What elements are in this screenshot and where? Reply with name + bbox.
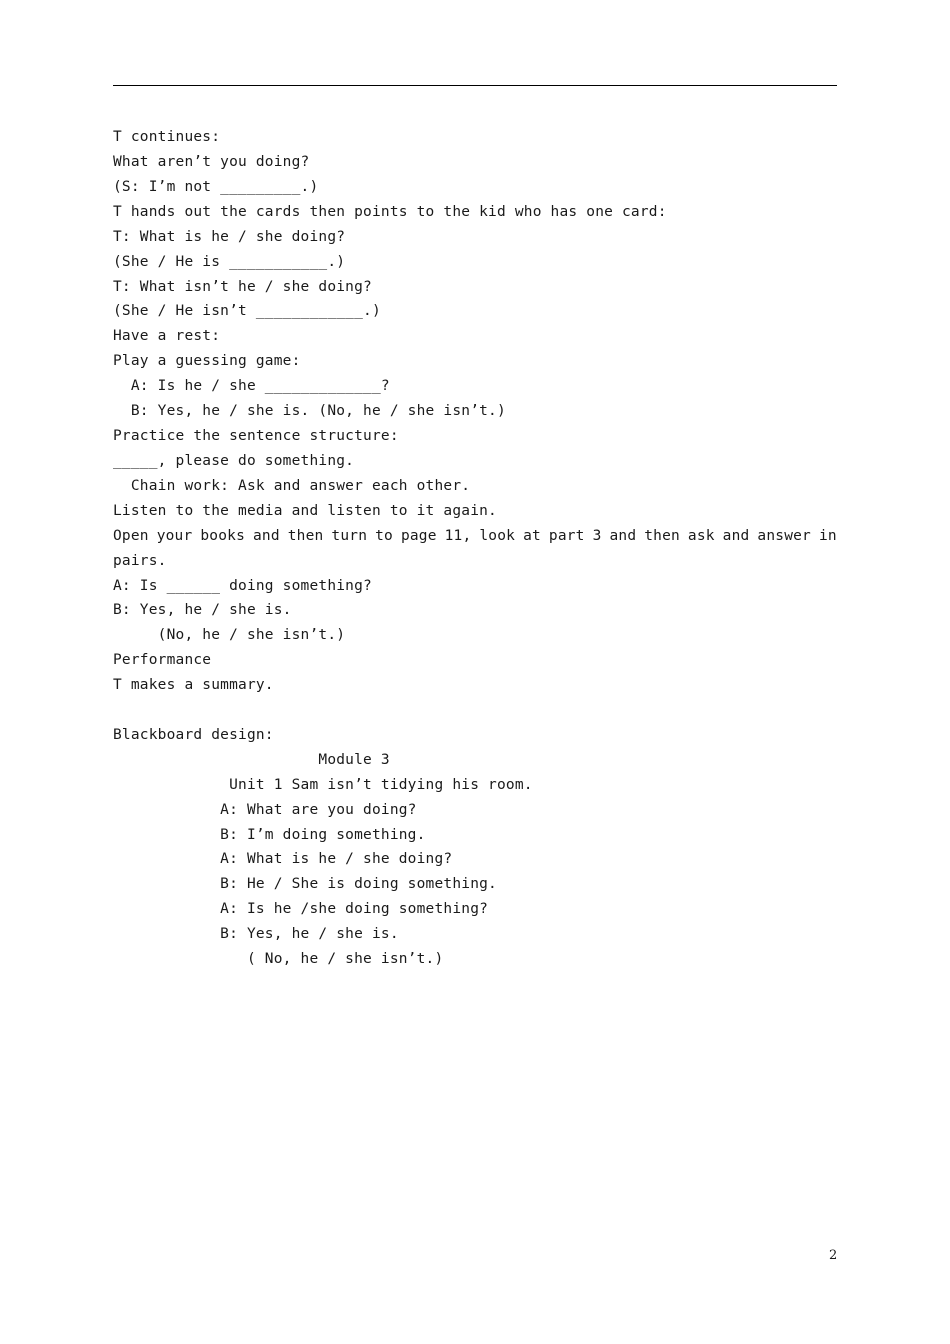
header-rule [113, 85, 837, 86]
word: part [548, 528, 585, 544]
text-line: A: Is he / she _____________? [113, 378, 390, 394]
board-line: A: Is he /she doing something? [113, 901, 489, 917]
text-line: pairs. [113, 553, 167, 569]
word: then [287, 528, 324, 544]
text-line: Blackboard design: [113, 727, 274, 743]
word: and [722, 528, 750, 544]
text-line: T makes a summary. [113, 677, 274, 693]
word: at [523, 528, 541, 544]
text-line: Listen to the media and listen to it again. [113, 503, 497, 519]
board-line: B: He / She is doing something. [113, 876, 497, 892]
word: books [200, 528, 246, 544]
word: 3 [592, 528, 602, 544]
board-line: B: Yes, he / she is. [113, 926, 399, 942]
word: to [375, 528, 393, 544]
word: and [609, 528, 637, 544]
text-line: Have a rest: [113, 328, 221, 344]
text-line: T: What isn’t he / she doing? [113, 279, 372, 295]
word: answer [757, 528, 811, 544]
text-line: B: Yes, he / she is. (No, he / she isn’t.) [113, 403, 506, 419]
board-line: A: What are you doing? [113, 802, 417, 818]
word: in [818, 528, 837, 544]
text-line: Practice the sentence structure: [113, 428, 399, 444]
word: ask [687, 528, 715, 544]
word: look [479, 528, 516, 544]
board-subtitle: Unit 1 Sam isn’t tidying his room. [113, 777, 533, 793]
text-line: Play a guessing game: [113, 353, 301, 369]
word: then [644, 528, 680, 544]
text-line: Chain work: Ask and answer each other. [113, 478, 471, 494]
text-line: (S: I’m not _________.) [113, 179, 319, 195]
text-line: B: Yes, he / she is. [113, 602, 292, 618]
text-line: (No, he / she isn’t.) [113, 627, 346, 643]
board-line: A: What is he / she doing? [113, 851, 453, 867]
text-line: T hands out the cards then points to the kid who has one card: [113, 204, 667, 220]
page-number: 2 [829, 1248, 838, 1263]
word: 11, [444, 528, 472, 544]
board-line: B: I’m doing something. [113, 827, 426, 843]
word: and [252, 528, 280, 544]
board-title: Module 3 [113, 752, 390, 768]
word: Open [113, 528, 149, 544]
word: your [156, 528, 193, 544]
text-line-justified [113, 526, 837, 546]
word: page [400, 528, 437, 544]
text-line: A: Is ______ doing something? [113, 578, 372, 594]
text-line: T: What is he / she doing? [113, 229, 346, 245]
text-line: _____, please do something. [113, 453, 355, 469]
text-line: What aren’t you doing? [113, 154, 310, 170]
text-line: T continues: [113, 129, 221, 145]
word: turn [331, 528, 368, 544]
board-line: ( No, he / she isn’t.) [113, 951, 444, 967]
text-line: Performance [113, 652, 212, 668]
text-line: (She / He isn’t ____________.) [113, 303, 381, 319]
text-line: (She / He is ___________.) [113, 254, 346, 270]
